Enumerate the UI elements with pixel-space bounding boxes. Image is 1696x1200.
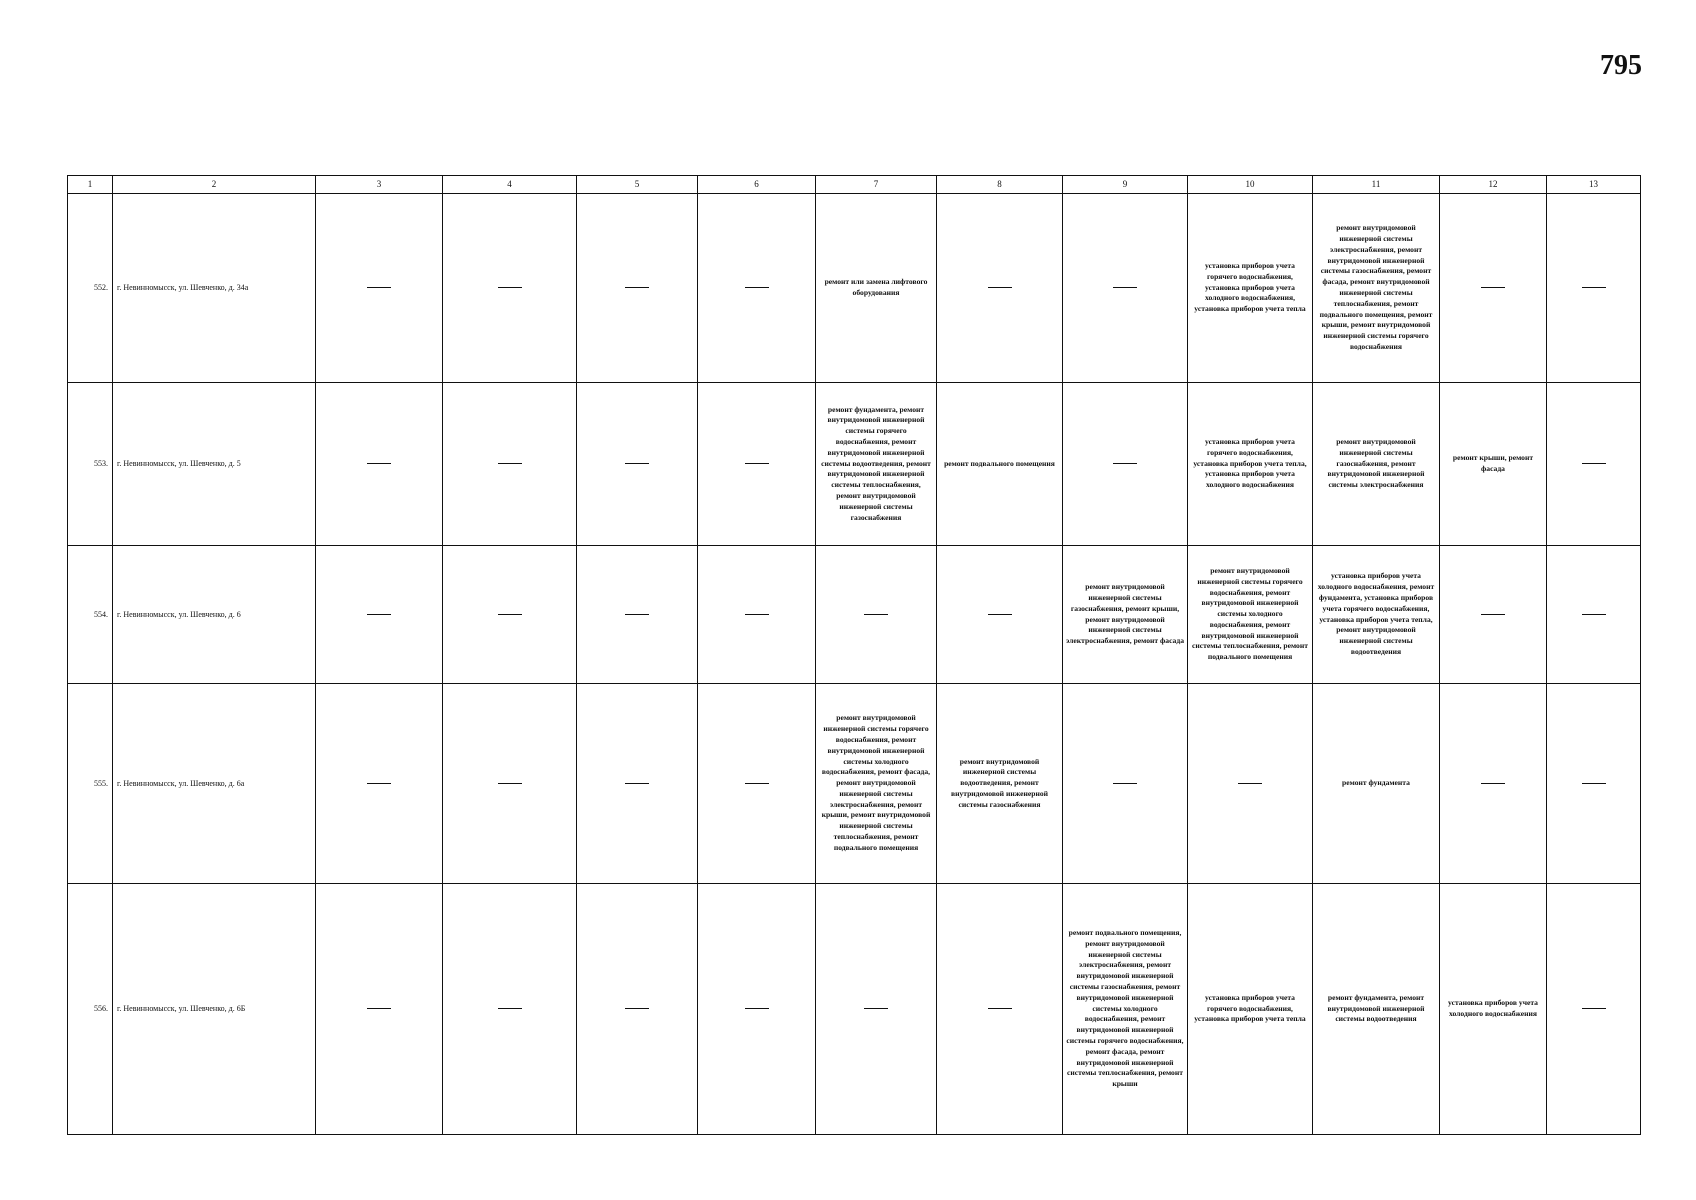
- work-cell: [1313, 194, 1440, 383]
- table-row: [68, 194, 1641, 383]
- work-text: ремонт подвального помещения: [944, 458, 1055, 468]
- work-text: установка приборов учета горячего водоснабжения, установка приборов учета холодного водоснабжения, установка приборов учета тепла: [1194, 261, 1306, 314]
- empty-cell: [698, 884, 816, 1135]
- dash-mark: [367, 1008, 391, 1009]
- dash-mark: [1113, 463, 1137, 464]
- row-number: 556.: [68, 884, 113, 1135]
- column-number-5: 5: [577, 176, 698, 194]
- table-row: [68, 546, 1641, 684]
- dash-mark: [367, 783, 391, 784]
- work-text: ремонт внутридомовой инженерной системы газоснабжения, ремонт крыши, ремонт внутридомовой инженерной системы электроснабжения, ремонт фасада: [1066, 582, 1184, 646]
- empty-cell: [577, 546, 698, 684]
- column-number-1: 1: [68, 176, 113, 194]
- empty-cell: [443, 684, 577, 884]
- repair-plan-table: [67, 175, 1641, 1135]
- empty-cell: [1063, 684, 1188, 884]
- empty-cell: [1188, 684, 1313, 884]
- column-number-2: 2: [113, 176, 316, 194]
- dash-mark: [745, 783, 769, 784]
- work-cell: [1313, 684, 1440, 884]
- empty-cell: [698, 684, 816, 884]
- dash-mark: [864, 614, 888, 615]
- work-cell: [1188, 194, 1313, 383]
- row-number: 553.: [68, 383, 113, 546]
- work-cell: [816, 684, 937, 884]
- dash-mark: [864, 1008, 888, 1009]
- column-number-7: 7: [816, 176, 937, 194]
- dash-mark: [625, 287, 649, 288]
- table-row: [68, 684, 1641, 884]
- empty-cell: [316, 383, 443, 546]
- work-cell: [1440, 884, 1547, 1135]
- work-cell: [1440, 383, 1547, 546]
- dash-mark: [1582, 783, 1606, 784]
- dash-mark: [745, 614, 769, 615]
- row-number: 555.: [68, 684, 113, 884]
- empty-cell: [698, 546, 816, 684]
- dash-mark: [1582, 463, 1606, 464]
- empty-cell: [1547, 383, 1641, 546]
- work-text: установка приборов учета холодного водоснабжения: [1448, 998, 1538, 1018]
- empty-cell: [577, 684, 698, 884]
- empty-cell: [443, 546, 577, 684]
- dash-mark: [745, 287, 769, 288]
- empty-cell: [1440, 546, 1547, 684]
- address-cell: г. Невинномысск, ул. Шевченко, д. 5: [113, 383, 316, 546]
- dash-mark: [1582, 1008, 1606, 1009]
- page-number: 795: [1600, 50, 1642, 81]
- dash-mark: [498, 463, 522, 464]
- column-number-10: 10: [1188, 176, 1313, 194]
- dash-mark: [745, 463, 769, 464]
- column-number-9: 9: [1063, 176, 1188, 194]
- dash-mark: [1238, 783, 1262, 784]
- work-cell: [1188, 383, 1313, 546]
- work-text: ремонт или замена лифтового оборудования: [824, 277, 928, 297]
- dash-mark: [498, 287, 522, 288]
- column-number-4: 4: [443, 176, 577, 194]
- dash-mark: [1481, 287, 1505, 288]
- empty-cell: [577, 383, 698, 546]
- empty-cell: [1547, 684, 1641, 884]
- column-number-13: 13: [1547, 176, 1641, 194]
- empty-cell: [1547, 546, 1641, 684]
- address-cell: г. Невинномысск, ул. Шевченко, д. 6а: [113, 684, 316, 884]
- column-number-3: 3: [316, 176, 443, 194]
- dash-mark: [1582, 614, 1606, 615]
- dash-mark: [988, 614, 1012, 615]
- empty-cell: [816, 884, 937, 1135]
- work-text: установка приборов учета холодного водоснабжения, ремонт фундамента, установка приборов учета горячего водоснабжения, установка приборов учета тепла, ремонт внутридомовой инженерной системы водоотведения: [1317, 571, 1435, 656]
- dash-mark: [1481, 614, 1505, 615]
- work-cell: [1063, 546, 1188, 684]
- empty-cell: [1547, 884, 1641, 1135]
- dash-mark: [1113, 783, 1137, 784]
- empty-cell: [577, 884, 698, 1135]
- dash-mark: [1113, 287, 1137, 288]
- empty-cell: [443, 383, 577, 546]
- work-cell: [816, 383, 937, 546]
- work-cell: [816, 194, 937, 383]
- empty-cell: [316, 194, 443, 383]
- empty-cell: [316, 684, 443, 884]
- work-text: ремонт крыши, ремонт фасада: [1452, 453, 1534, 473]
- empty-cell: [937, 194, 1063, 383]
- work-text: ремонт фундамента: [1342, 778, 1410, 788]
- work-cell: [937, 383, 1063, 546]
- dash-mark: [625, 783, 649, 784]
- work-text: ремонт внутридомовой инженерной системы электроснабжения, ремонт внутридомовой инженерной системы газоснабжения, ремонт фасада, ремонт внутридомовой инженерной системы теплоснабжения, ремонт подвального помещения, ремонт крыши, ремонт внутридомовой инженерной системы горячего водоснабжения: [1319, 223, 1433, 351]
- dash-mark: [988, 287, 1012, 288]
- empty-cell: [698, 383, 816, 546]
- empty-cell: [316, 546, 443, 684]
- table-row: [68, 884, 1641, 1135]
- work-text: ремонт внутридомовой инженерной системы водоотведения, ремонт внутридомовой инженерной системы газоснабжения: [950, 756, 1049, 809]
- work-cell: [1313, 383, 1440, 546]
- row-number: 552.: [68, 194, 113, 383]
- dash-mark: [1481, 783, 1505, 784]
- dash-mark: [625, 614, 649, 615]
- address-cell: г. Невинномысск, ул. Шевченко, д. 6: [113, 546, 316, 684]
- empty-cell: [1063, 194, 1188, 383]
- dash-mark: [367, 463, 391, 464]
- work-cell: [937, 684, 1063, 884]
- dash-mark: [498, 1008, 522, 1009]
- work-cell: [1188, 884, 1313, 1135]
- column-number-row: [68, 176, 1641, 194]
- empty-cell: [1063, 383, 1188, 546]
- empty-cell: [443, 884, 577, 1135]
- work-text: ремонт фундамента, ремонт внутридомовой инженерной системы горячего водоснабжения, ремонт внутридомовой инженерной системы водоотведения, ремонт внутридомовой инженерной системы теплоснабжения, ремонт внутридомовой инженерной системы газоснабжения: [821, 404, 931, 522]
- address-cell: г. Невинномысск, ул. Шевченко, д. 34а: [113, 194, 316, 383]
- empty-cell: [577, 194, 698, 383]
- row-number: 554.: [68, 546, 113, 684]
- dash-mark: [625, 1008, 649, 1009]
- empty-cell: [1440, 684, 1547, 884]
- work-text: ремонт фундамента, ремонт внутридомовой инженерной системы водоотведения: [1327, 992, 1425, 1024]
- dash-mark: [745, 1008, 769, 1009]
- address-cell: г. Невинномысск, ул. Шевченко, д. 6Б: [113, 884, 316, 1135]
- column-number-12: 12: [1440, 176, 1547, 194]
- empty-cell: [443, 194, 577, 383]
- work-text: ремонт внутридомовой инженерной системы газоснабжения, ремонт внутридомовой инженерной системы электроснабжения: [1327, 437, 1425, 490]
- dash-mark: [367, 287, 391, 288]
- column-number-11: 11: [1313, 176, 1440, 194]
- dash-mark: [498, 783, 522, 784]
- column-number-6: 6: [698, 176, 816, 194]
- work-text: ремонт подвального помещения, ремонт внутридомовой инженерной системы электроснабжения, ремонт внутридомовой инженерной системы газоснабжения, ремонт внутридомовой инженерной системы холодного водоснабжения, ремонт внутридомовой инженерной системы горячего водоснабжения, ремонт фасада, ремонт внутридомовой инженерной системы теплоснабжения, ремонт крыши: [1066, 928, 1184, 1089]
- dash-mark: [367, 614, 391, 615]
- empty-cell: [1440, 194, 1547, 383]
- table-row: [68, 383, 1641, 546]
- work-cell: [1188, 546, 1313, 684]
- dash-mark: [1582, 287, 1606, 288]
- empty-cell: [937, 546, 1063, 684]
- column-number-8: 8: [937, 176, 1063, 194]
- work-cell: [1063, 884, 1188, 1135]
- work-cell: [1313, 546, 1440, 684]
- empty-cell: [1547, 194, 1641, 383]
- empty-cell: [316, 884, 443, 1135]
- empty-cell: [937, 884, 1063, 1135]
- dash-mark: [498, 614, 522, 615]
- dash-mark: [625, 463, 649, 464]
- work-text: установка приборов учета горячего водоснабжения, установка приборов учета тепла: [1194, 992, 1306, 1024]
- work-text: ремонт внутридомовой инженерной системы горячего водоснабжения, ремонт внутридомовой инженерной системы холодного водоснабжения, ремонт фасада, ремонт внутридомовой инженерной системы электроснабжения, ремонт крыши, ремонт внутридомовой инженерной системы теплоснабжения, ремонт подвального помещения: [821, 713, 931, 852]
- work-cell: [1313, 884, 1440, 1135]
- empty-cell: [698, 194, 816, 383]
- work-text: установка приборов учета горячего водоснабжения, установка приборов учета тепла, установка приборов учета холодного водоснабжения: [1193, 437, 1307, 490]
- dash-mark: [988, 1008, 1012, 1009]
- empty-cell: [816, 546, 937, 684]
- work-text: ремонт внутридомовой инженерной системы горячего водоснабжения, ремонт внутридомовой инженерной системы холодного водоснабжения, ремонт внутридомовой инженерной системы теплоснабжения, ремонт подвального помещения: [1192, 565, 1308, 662]
